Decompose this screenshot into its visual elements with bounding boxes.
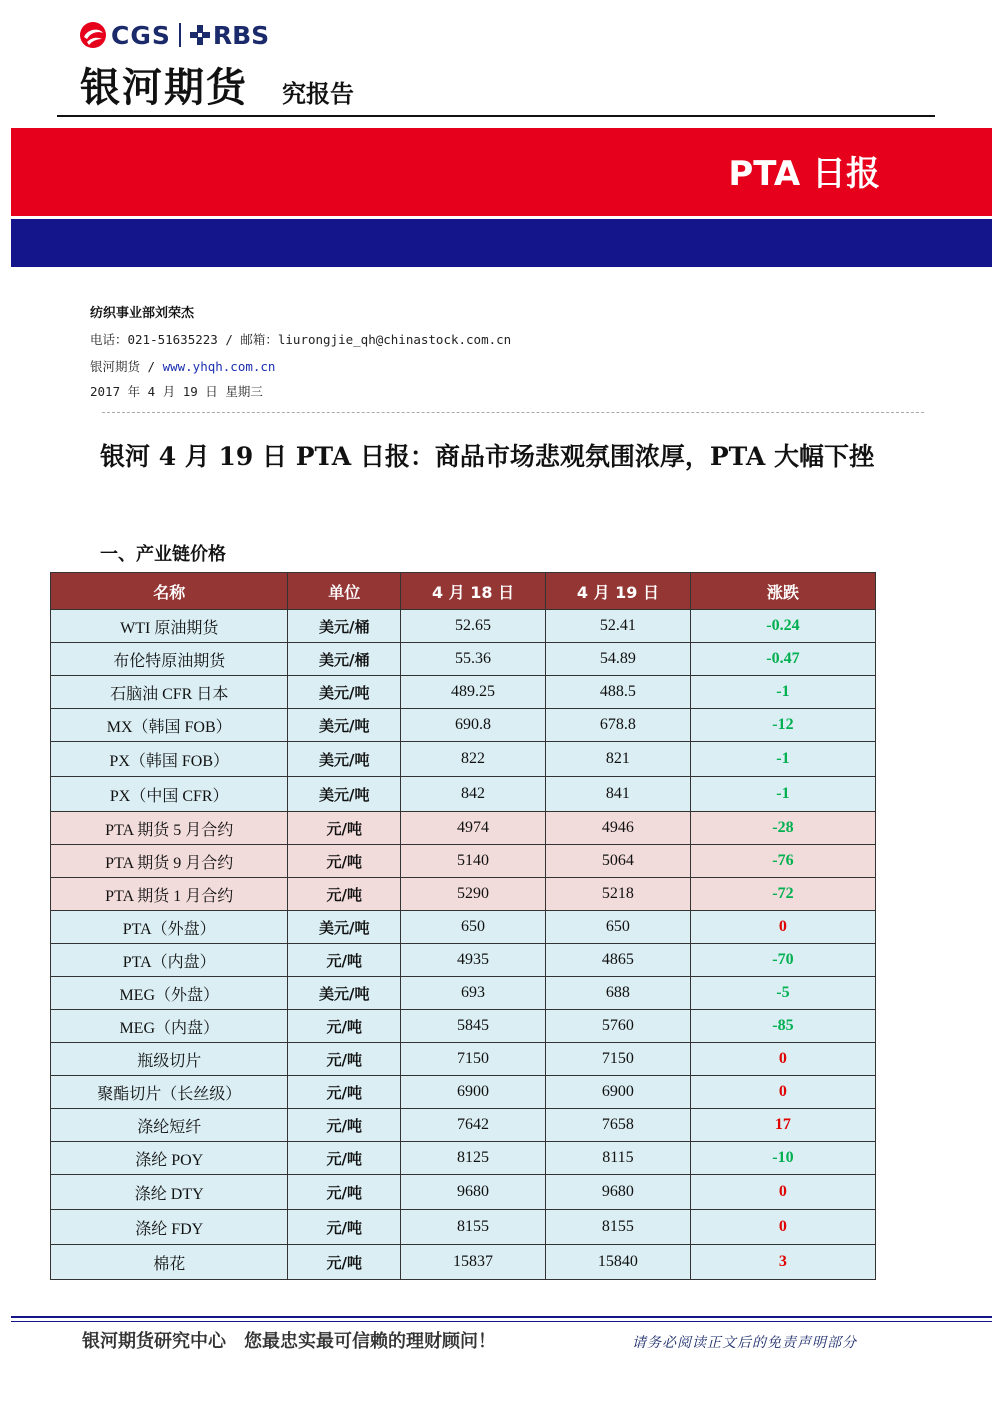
- cell-date-1: 7150: [401, 1043, 546, 1076]
- cell-date-2: 5064: [545, 845, 690, 878]
- table-row: [51, 845, 876, 878]
- cell-change: -1: [690, 777, 875, 812]
- cell-name: 瓶级切片: [51, 1043, 288, 1076]
- author-site: [90, 357, 275, 375]
- report-title: 银河 4 月 19 日 PTA 日报：商品市场悲观氛围浓厚，PTA 大幅下挫: [100, 442, 874, 471]
- cell-unit: 元/吨: [288, 812, 401, 845]
- table-row: [51, 812, 876, 845]
- cell-name: WTI 原油期货: [51, 610, 288, 643]
- cell-date-1: 52.65: [401, 610, 546, 643]
- cell-date-1: 489.25: [401, 676, 546, 709]
- cell-date-2: 8155: [545, 1210, 690, 1245]
- cell-name: 石脑油 CFR 日本: [51, 676, 288, 709]
- table-row: [51, 944, 876, 977]
- site-prefix: 银河期货 /: [90, 359, 163, 374]
- cgs-rbs-logo: [78, 20, 269, 50]
- cell-date-2: 7150: [545, 1043, 690, 1076]
- cell-change: -28: [690, 812, 875, 845]
- table-row: [51, 777, 876, 812]
- cell-unit: 元/吨: [288, 845, 401, 878]
- cell-date-2: 8115: [545, 1142, 690, 1175]
- cell-change: 0: [690, 1076, 875, 1109]
- cell-name: 聚酯切片（长丝级）: [51, 1076, 288, 1109]
- header-date-2: 4 月 19 日: [545, 573, 690, 610]
- cell-change: -0.47: [690, 643, 875, 676]
- cell-date-1: 5845: [401, 1010, 546, 1043]
- cell-date-2: 6900: [545, 1076, 690, 1109]
- cell-unit: 美元/桶: [288, 643, 401, 676]
- cell-name: 涤纶短纤: [51, 1109, 288, 1142]
- cell-date-1: 693: [401, 977, 546, 1010]
- cell-unit: 元/吨: [288, 1142, 401, 1175]
- rbs-logo-icon: [189, 24, 211, 46]
- table-row: [51, 1210, 876, 1245]
- header-date-1: 4 月 18 日: [401, 573, 546, 610]
- report-date: 2017 年 4 月 19 日 星期三: [90, 384, 263, 399]
- cell-change: 0: [690, 1175, 875, 1210]
- cell-change: 0: [690, 1043, 875, 1076]
- table-row: [51, 1109, 876, 1142]
- report-type-label: 究报告: [282, 80, 354, 108]
- cell-date-1: 5290: [401, 878, 546, 911]
- table-row: [51, 1175, 876, 1210]
- table-row: [51, 610, 876, 643]
- site-link[interactable]: www.yhqh.com.cn: [162, 359, 276, 374]
- footer-slogan: 银河期货研究中心 您最忠实最可信赖的理财顾问！: [82, 1331, 496, 1352]
- footer-rule-thin: [11, 1321, 992, 1322]
- cell-unit: 美元/桶: [288, 610, 401, 643]
- cell-name: 涤纶 FDY: [51, 1210, 288, 1245]
- header-name: 名称: [51, 573, 288, 610]
- cell-name: PTA（外盘）: [51, 911, 288, 944]
- author-name: 纺织事业部刘荣杰: [90, 306, 195, 321]
- cell-change: -85: [690, 1010, 875, 1043]
- cell-change: -12: [690, 709, 875, 742]
- cell-unit: 元/吨: [288, 1175, 401, 1210]
- logo-cgs-text: CGS: [111, 20, 171, 50]
- header-divider: [57, 115, 935, 117]
- logo-rbs-text: RBS: [212, 20, 270, 50]
- logo-divider: [179, 23, 181, 47]
- header-unit: 单位: [288, 573, 401, 610]
- cell-unit: 美元/吨: [288, 977, 401, 1010]
- cell-date-1: 6900: [401, 1076, 546, 1109]
- cell-date-1: 8125: [401, 1142, 546, 1175]
- cell-date-1: 690.8: [401, 709, 546, 742]
- cell-unit: 美元/吨: [288, 777, 401, 812]
- cell-date-2: 678.8: [545, 709, 690, 742]
- cell-unit: 元/吨: [288, 1210, 401, 1245]
- author-contact: 电话：021-51635223 / 邮箱：liurongjie_qh@chinastock.com.cn: [90, 332, 512, 347]
- cell-name: MX（韩国 FOB）: [51, 709, 288, 742]
- cell-date-2: 5218: [545, 878, 690, 911]
- cell-date-2: 488.5: [545, 676, 690, 709]
- cell-date-1: 8155: [401, 1210, 546, 1245]
- table-row: [51, 1076, 876, 1109]
- table-row: [51, 676, 876, 709]
- table-row: [51, 1245, 876, 1280]
- cell-name: 布伦特原油期货: [51, 643, 288, 676]
- cell-unit: 美元/吨: [288, 709, 401, 742]
- cell-name: PX（韩国 FOB）: [51, 742, 288, 777]
- cell-name: PTA 期货 9 月合约: [51, 845, 288, 878]
- cell-name: PTA 期货 1 月合约: [51, 878, 288, 911]
- cell-date-1: 9680: [401, 1175, 546, 1210]
- cell-change: -70: [690, 944, 875, 977]
- table-row: [51, 911, 876, 944]
- cell-date-1: 650: [401, 911, 546, 944]
- table-row: [51, 1142, 876, 1175]
- cell-date-1: 842: [401, 777, 546, 812]
- cell-change: 0: [690, 1210, 875, 1245]
- cell-name: PTA（内盘）: [51, 944, 288, 977]
- cell-unit: 元/吨: [288, 944, 401, 977]
- cell-date-2: 4946: [545, 812, 690, 845]
- table-row: [51, 643, 876, 676]
- cell-name: 涤纶 DTY: [51, 1175, 288, 1210]
- table-row: [51, 709, 876, 742]
- banner-title: PTA 日报: [728, 154, 880, 194]
- cell-change: -1: [690, 676, 875, 709]
- cell-change: -1: [690, 742, 875, 777]
- cell-name: 棉花: [51, 1245, 288, 1280]
- cell-name: MEG（外盘）: [51, 977, 288, 1010]
- cell-change: -0.24: [690, 610, 875, 643]
- cell-change: 3: [690, 1245, 875, 1280]
- cgs-logo-icon: [78, 20, 108, 50]
- cell-date-2: 15840: [545, 1245, 690, 1280]
- cell-unit: 元/吨: [288, 1109, 401, 1142]
- cell-date-2: 841: [545, 777, 690, 812]
- cell-name: PTA 期货 5 月合约: [51, 812, 288, 845]
- cell-date-1: 5140: [401, 845, 546, 878]
- cell-date-2: 5760: [545, 1010, 690, 1043]
- cell-change: -76: [690, 845, 875, 878]
- table-row: [51, 742, 876, 777]
- cell-date-2: 821: [545, 742, 690, 777]
- cell-change: 17: [690, 1109, 875, 1142]
- cell-date-1: 4974: [401, 812, 546, 845]
- table-row: [51, 1010, 876, 1043]
- cell-date-2: 4865: [545, 944, 690, 977]
- header-change: 涨跌: [690, 573, 875, 610]
- table-row: [51, 1043, 876, 1076]
- cell-date-2: 52.41: [545, 610, 690, 643]
- footer-rule: [11, 1316, 992, 1318]
- cell-date-1: 15837: [401, 1245, 546, 1280]
- cell-name: 涤纶 POY: [51, 1142, 288, 1175]
- cell-date-1: 822: [401, 742, 546, 777]
- cell-unit: 元/吨: [288, 1245, 401, 1280]
- cell-date-2: 54.89: [545, 643, 690, 676]
- table-header-row: [51, 573, 876, 610]
- cell-date-1: 7642: [401, 1109, 546, 1142]
- cell-unit: 元/吨: [288, 1076, 401, 1109]
- cell-name: PX（中国 CFR）: [51, 777, 288, 812]
- cell-date-1: 55.36: [401, 643, 546, 676]
- cell-change: -10: [690, 1142, 875, 1175]
- cell-date-1: 4935: [401, 944, 546, 977]
- section-heading: 一、产业链价格: [100, 544, 226, 565]
- cell-unit: 元/吨: [288, 1043, 401, 1076]
- cell-change: -72: [690, 878, 875, 911]
- cell-date-2: 7658: [545, 1109, 690, 1142]
- table-row: [51, 977, 876, 1010]
- cell-unit: 美元/吨: [288, 911, 401, 944]
- banner-blue-band: [11, 219, 992, 267]
- price-table: [50, 572, 876, 1280]
- cell-change: -5: [690, 977, 875, 1010]
- cell-date-2: 9680: [545, 1175, 690, 1210]
- cell-unit: 美元/吨: [288, 742, 401, 777]
- cell-unit: 美元/吨: [288, 676, 401, 709]
- dashed-divider: [102, 412, 924, 413]
- table-row: [51, 878, 876, 911]
- cell-date-2: 688: [545, 977, 690, 1010]
- cell-date-2: 650: [545, 911, 690, 944]
- cell-unit: 元/吨: [288, 878, 401, 911]
- cell-name: MEG（内盘）: [51, 1010, 288, 1043]
- footer-disclaimer: 请务必阅读正文后的免责声明部分: [632, 1335, 857, 1351]
- cell-change: 0: [690, 911, 875, 944]
- company-name: 银河期货: [80, 65, 248, 111]
- cell-unit: 元/吨: [288, 1010, 401, 1043]
